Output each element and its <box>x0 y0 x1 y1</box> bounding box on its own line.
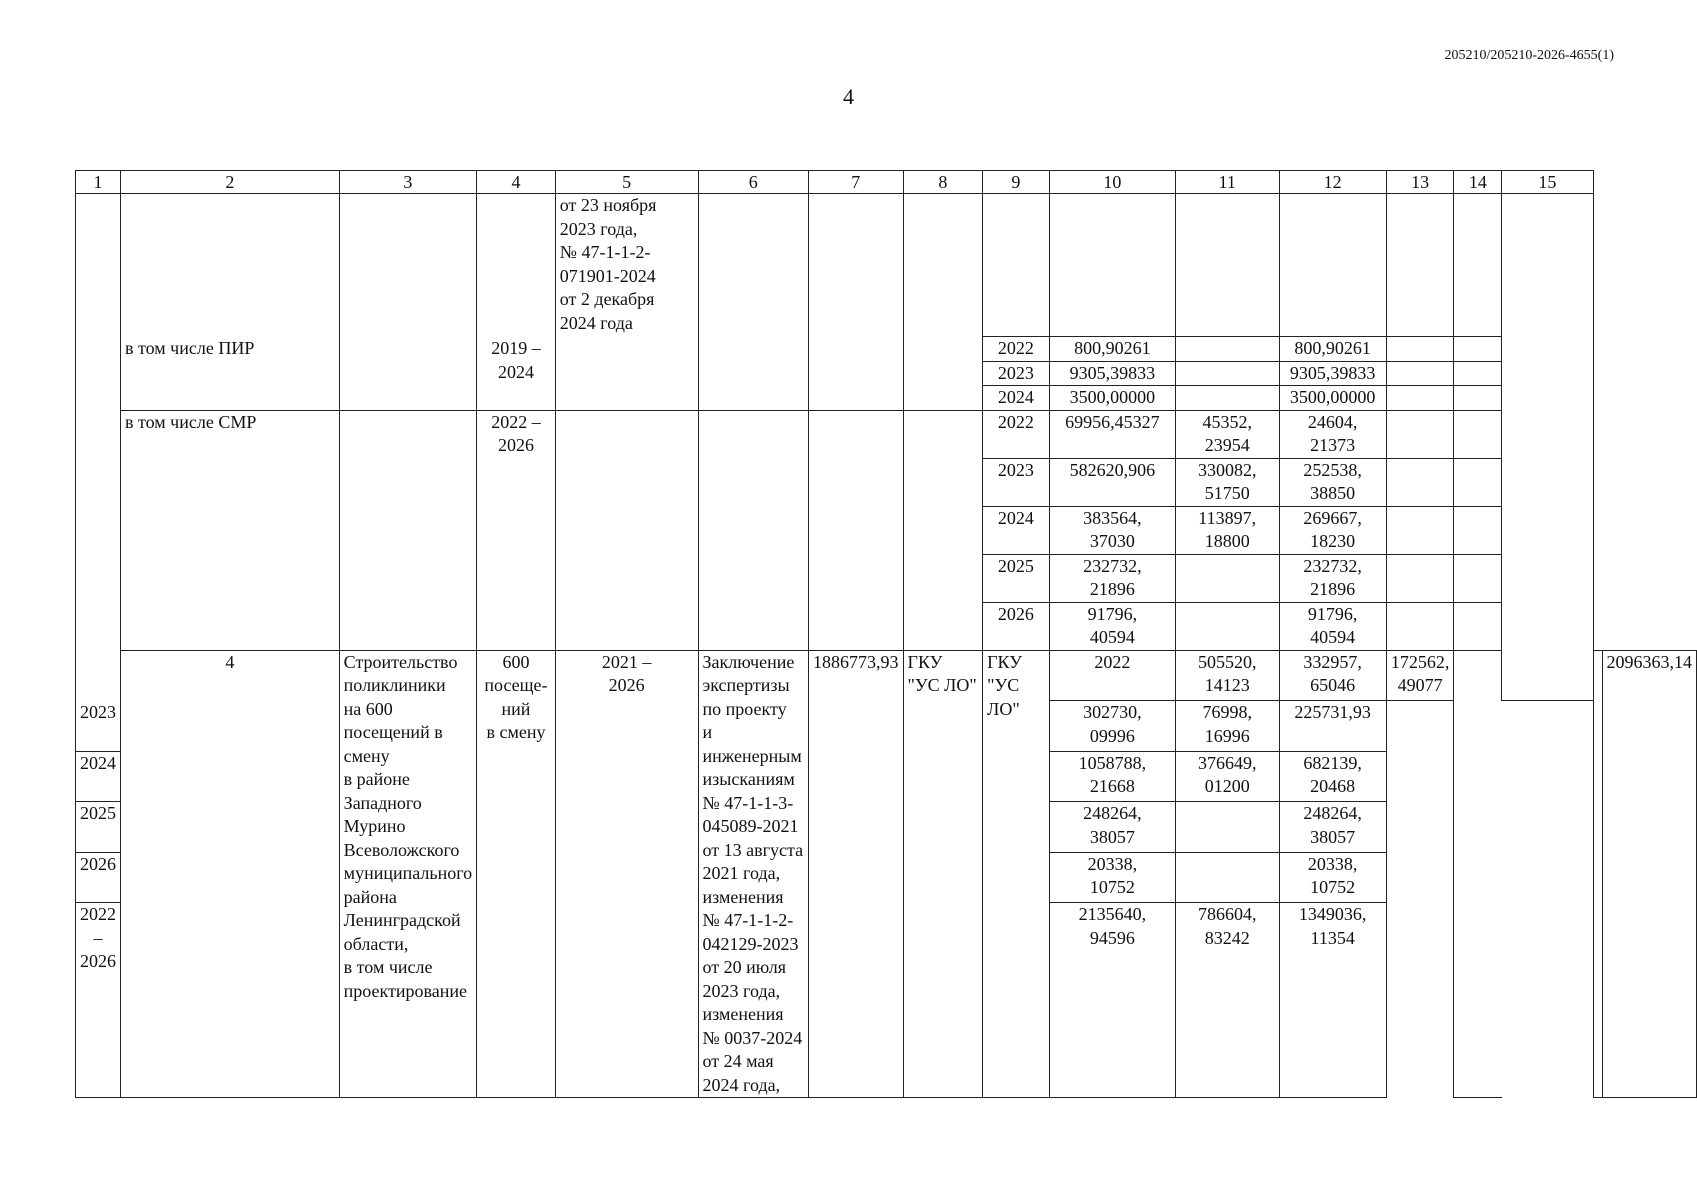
column-number: 14 <box>1454 171 1502 194</box>
year-cell: 2023 <box>983 361 1050 386</box>
total-cell: 1058788, 21668 <box>1049 751 1175 802</box>
federal-cell: 76998, 16996 <box>1175 701 1279 752</box>
column-number-row <box>76 171 1697 194</box>
regional-cell: 269667, 18230 <box>1279 506 1386 554</box>
pir-row <box>76 337 1697 362</box>
total-cell: 302730, 09996 <box>1049 701 1175 752</box>
total-cell: 3500,00000 <box>1049 386 1175 411</box>
item-estimated-cost: 1886773,93 <box>809 650 904 1098</box>
regional-cell: 3500,00000 <box>1279 386 1386 411</box>
year-cell: 2022 <box>983 337 1050 362</box>
page-number: 4 <box>843 84 854 109</box>
regional-cell: 1349036, 11354 <box>1279 903 1386 1098</box>
regional-cell: 252538, 38850 <box>1279 458 1386 506</box>
federal-cell <box>1175 852 1279 903</box>
year-cell: 2025 <box>76 802 121 853</box>
column-number: 12 <box>1279 171 1386 194</box>
item-period: 2021 – 2026 <box>555 650 698 1098</box>
item-row <box>76 650 1697 701</box>
column-number: 10 <box>1049 171 1175 194</box>
year-cell: 2024 <box>76 751 121 802</box>
total-cell: 800,90261 <box>1049 337 1175 362</box>
total-cell: 9305,39833 <box>1049 361 1175 386</box>
item-customer: ГКУ "УС ЛО" <box>903 650 983 1098</box>
federal-cell <box>1175 802 1279 853</box>
smr-label: в том числе СМР <box>121 410 340 650</box>
federal-cell <box>1175 554 1279 602</box>
column-number: 11 <box>1175 171 1279 194</box>
year-cell: 2026 <box>76 852 121 903</box>
total-cell: 505520, 14123 <box>1175 650 1279 701</box>
total-cell: 248264, 38057 <box>1049 802 1175 853</box>
regional-cell: 9305,39833 <box>1279 361 1386 386</box>
regional-cell: 232732, 21896 <box>1279 554 1386 602</box>
federal-cell <box>1175 602 1279 650</box>
federal-cell <box>1175 361 1279 386</box>
item-capacity: 600 посеще- ний в смену <box>477 650 556 1098</box>
regional-cell: 800,90261 <box>1279 337 1386 362</box>
year-cell: 2022 <box>1049 650 1175 701</box>
year-cell: 2022 <box>983 410 1050 458</box>
expertise-continuation: от 23 ноября 2023 года, № 47-1-1-2- 071901-2024 от 2 декабря 2024 года <box>555 194 698 337</box>
column-number: 4 <box>477 171 556 194</box>
federal-cell <box>1175 337 1279 362</box>
total-cell: 20338, 10752 <box>1049 852 1175 903</box>
item-number: 4 <box>121 650 340 1098</box>
column-number: 5 <box>555 171 698 194</box>
federal-cell: 332957, 65046 <box>1279 650 1386 701</box>
regional-cell: 24604, 21373 <box>1279 410 1386 458</box>
year-cell: 2026 <box>983 602 1050 650</box>
column-number: 7 <box>809 171 904 194</box>
column-number: 2 <box>121 171 340 194</box>
column-number: 8 <box>903 171 983 194</box>
total-cell: 582620,906 <box>1049 458 1175 506</box>
column-number: 13 <box>1386 171 1454 194</box>
smr-period: 2022 – 2026 <box>477 410 556 650</box>
regional-cell: 91796, 40594 <box>1279 602 1386 650</box>
item-name: Строительство поликлиники на 600 посещений в смену в районе Западного Мурино Всеволожского муниципального района Ленинградской области, в том числе проектирование <box>339 650 476 1098</box>
regional-cell: 225731,93 <box>1279 701 1386 752</box>
regional-cell: 20338, 10752 <box>1279 852 1386 903</box>
column-number: 3 <box>339 171 476 194</box>
year-cell: 2022 – 2026 <box>76 903 121 1098</box>
year-cell: 2025 <box>983 554 1050 602</box>
smr-row <box>76 410 1697 458</box>
year-cell: 2024 <box>983 506 1050 554</box>
item-expertise: Заключение экспертизы по проекту и инженерным изысканиям № 47-1-1-3- 045089-2021 от 13 августа 2021 года, изменения № 47-1-1-2- 042129-2023 от 20 июля 2023 года, изменения № 0037-2024 от 24 мая 2024 года, <box>698 650 809 1098</box>
item-total-cost: 2096363,14 <box>1602 650 1697 1098</box>
regional-cell: 682139, 20468 <box>1279 751 1386 802</box>
continuation-row <box>76 194 1697 337</box>
total-cell: 383564, 37030 <box>1049 506 1175 554</box>
federal-cell: 113897, 18800 <box>1175 506 1279 554</box>
total-cell: 69956,45327 <box>1049 410 1175 458</box>
total-cell: 232732, 21896 <box>1049 554 1175 602</box>
regional-cell: 172562, 49077 <box>1386 650 1454 701</box>
total-cell: 91796, 40594 <box>1049 602 1175 650</box>
year-cell: 2023 <box>983 458 1050 506</box>
budget-table <box>75 170 1697 1098</box>
year-cell: 2023 <box>76 701 121 752</box>
year-cell: 2024 <box>983 386 1050 411</box>
item-developer: ГКУ "УС ЛО" <box>983 650 1050 1098</box>
column-number: 1 <box>76 171 121 194</box>
federal-cell: 376649, 01200 <box>1175 751 1279 802</box>
column-number: 6 <box>698 171 809 194</box>
document-id: 205210/205210-2026-4655(1) <box>1444 48 1614 63</box>
regional-cell: 248264, 38057 <box>1279 802 1386 853</box>
federal-cell: 330082, 51750 <box>1175 458 1279 506</box>
column-number: 9 <box>983 171 1050 194</box>
federal-cell: 786604, 83242 <box>1175 903 1279 1098</box>
column-number: 15 <box>1502 171 1593 194</box>
federal-cell: 45352, 23954 <box>1175 410 1279 458</box>
pir-label: в том числе ПИР <box>121 337 340 411</box>
federal-cell <box>1175 386 1279 411</box>
total-cell: 2135640, 94596 <box>1049 903 1175 1098</box>
pir-period: 2019 – 2024 <box>477 337 556 411</box>
